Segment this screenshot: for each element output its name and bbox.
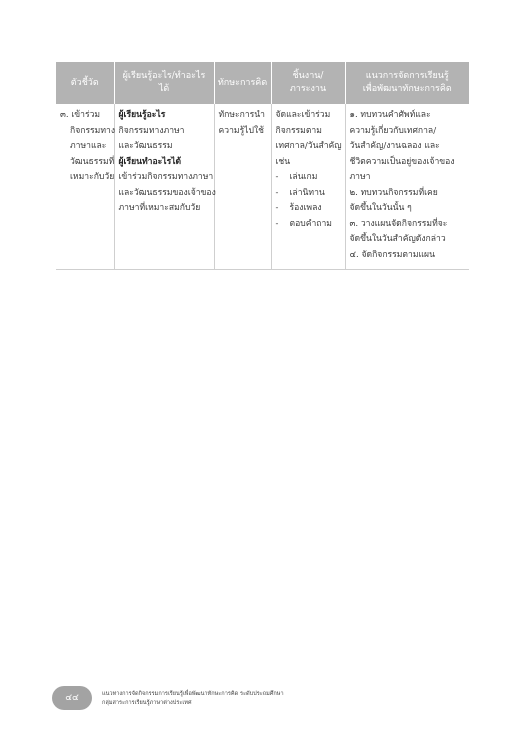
cell-learning [114,104,214,270]
learning-line: กิจกรรมทางภาษา [118,125,185,136]
header-learning: ผู้เรียนรู้อะไร/ทำอะไรได้ [114,62,214,104]
header-workpiece: ชิ้นงาน/ ภาระงาน [271,62,345,104]
workpiece-bullet: - เล่นเกม [276,170,342,186]
learning-heading-what: ผู้เรียนรู้อะไร [118,110,166,120]
workpiece-bullet: - เล่านิทาน [276,186,342,202]
workpiece-line: เช่น [275,156,291,167]
workpiece-line: เทศกาล/วันสำคัญ [275,141,342,151]
approach-line: จัดขึ้นในวันสำคัญดังกล่าว [349,234,446,244]
page-number-badge: ๔๔ [52,686,92,710]
approach-line: ความรู้เกี่ยวกับเทศกาล/ [349,125,437,136]
learning-heading-do: ผู้เรียนทำอะไรได้ [118,156,182,167]
table-row [56,104,469,270]
learning-table [56,62,469,270]
indicator-line: ๓. เข้าร่วม [60,110,101,120]
learning-line: ภาษาที่เหมาะสมกับวัย [118,203,201,213]
approach-line: ๑. ทบทวนคำศัพท์และ [349,110,431,120]
bullet-dash: - [275,218,279,229]
approach-line: จัดขึ้นในวันนั้น ๆ [349,203,412,213]
workpiece-bullet: - ตอบคำถาม [276,217,342,233]
cell-teaching-approach [345,104,469,270]
workpiece-line: กิจกรรมตาม [275,125,322,136]
cell-workpiece [271,104,345,270]
footer-title: แนวทางการจัดกิจกรรมการเรียนรู้เพื่อพัฒนาทักษะการคิด ระดับประถมศึกษา [102,691,284,697]
approach-line: ๔. จัดกิจกรรมตามแผน [349,249,435,260]
bullet-dash: - [275,172,279,182]
approach-line: ชีวิตความเป็นอยู่ของเจ้าของ [349,156,455,167]
bullet-dash: - [275,203,279,213]
workpiece-bullet: - ร้องเพลง [276,201,342,217]
approach-line: ภาษา [349,172,371,182]
approach-line: ๒. ทบทวนกิจกรรมที่เคย [349,187,438,198]
learning-line: เข้าร่วมกิจกรรมทางภาษา [118,172,214,182]
skill-line: ความรู้ไปใช้ [218,125,264,136]
approach-line: วันสำคัญ/งานฉลอง และ [349,141,440,151]
indicator-line: วัฒนธรรมที่ [70,156,115,167]
workpiece-line: จัดและเข้าร่วม [275,110,331,120]
header-thinking-skill: ทักษะการคิด [214,62,271,104]
indicator-line: กิจกรรมทาง [70,125,116,136]
cell-indicator [56,104,114,270]
cell-thinking-skill [214,104,271,270]
skill-line: ทักษะการนำ [218,110,265,120]
header-teaching-approach: แนวการจัดการเรียนรู้ เพื่อพัฒนาทักษะการคิด [345,62,469,104]
page-footer [52,686,352,714]
indicator-line: เหมาะกับวัย [70,172,115,182]
header-indicator: ตัวชี้วัด [56,62,114,104]
learning-line: และวัฒนธรรมของเจ้าของ [118,187,216,198]
approach-line: ๓. วางแผนจัดกิจกรรมที่จะ [349,218,448,229]
footer-subtitle: กลุ่มสาระการเรียนรู้ภาษาต่างประเทศ [102,700,192,706]
learning-line: และวัฒนธรรม [118,141,173,151]
bullet-dash: - [275,187,279,198]
indicator-line: ภาษาและ [70,141,107,151]
table-header-row [56,62,469,104]
